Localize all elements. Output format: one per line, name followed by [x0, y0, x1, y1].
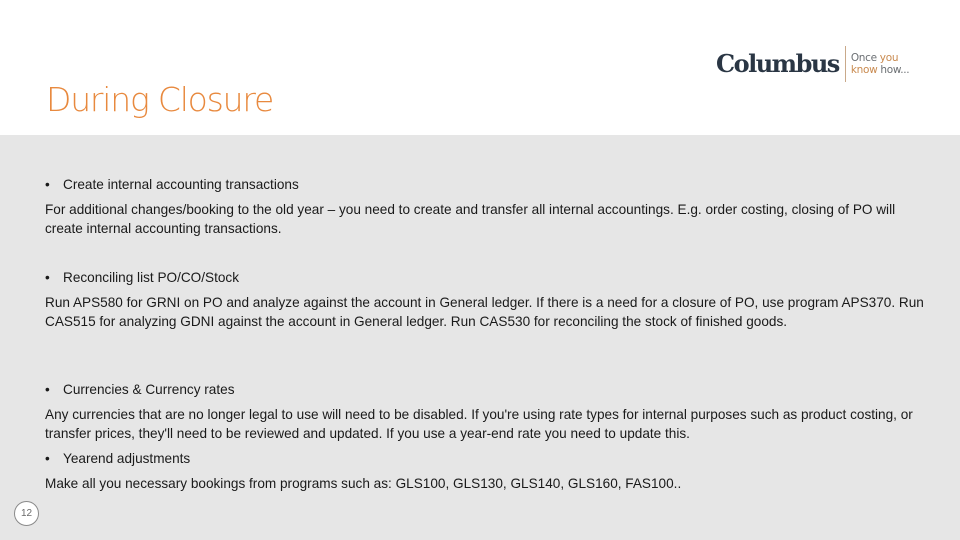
- bullet-currencies: [45, 380, 930, 399]
- section-body-reconciling-list: Run APS580 for GRNI on PO and analyze against the account in General ledger. If there is a need for a closure of PO, use program APS370. Run CAS515 for analyzing GDNI against the account in General ledger. Run CAS530 for reconciling the stock of finished goods.: [45, 295, 924, 329]
- bullet-dot: •: [45, 382, 50, 397]
- slide-title: During Closure: [46, 80, 274, 119]
- slide-header: [0, 0, 960, 135]
- logo-tagline: [851, 52, 910, 76]
- logo-divider: [845, 46, 846, 82]
- page-number-badge: 12: [14, 501, 39, 526]
- bullet-label: Yearend adjustments: [63, 451, 191, 466]
- logo-tagline-line2: know how...: [850, 64, 910, 76]
- logo-tagline-line1: Once you: [850, 52, 899, 64]
- bullet-internal-accounting: [45, 175, 930, 194]
- bullet-label: Currencies & Currency rates: [63, 382, 235, 397]
- section-body-yearend-adjustments: Make all you necessary bookings from programs such as: GLS100, GLS130, GLS140, GLS160, FAS100..: [45, 476, 682, 491]
- bullet-dot: •: [45, 270, 50, 285]
- logo-wordmark: Columbus: [716, 49, 839, 78]
- section-body-internal-accounting: For additional changes/booking to the old year – you need to create and transfer all internal accountings. E.g. order costing, closing of PO will create internal accounting transactions.: [45, 202, 896, 236]
- bullet-label: Reconciling list PO/CO/Stock: [63, 270, 240, 285]
- columbus-logo: [716, 44, 909, 84]
- section-body-currencies: Any currencies that are no longer legal to use will need to be disabled. If you're using rate types for internal purposes such as product costing, or transfer prices, they'll need to be reviewed and updated. If you use a year-end rate you need to update this.: [45, 407, 913, 441]
- bullet-label: Create internal accounting transactions: [63, 177, 299, 192]
- bullet-yearend-adjustments: [45, 449, 930, 468]
- bullet-dot: •: [45, 177, 50, 192]
- bullet-dot: •: [45, 451, 50, 466]
- bullet-reconciling-list: [45, 268, 930, 287]
